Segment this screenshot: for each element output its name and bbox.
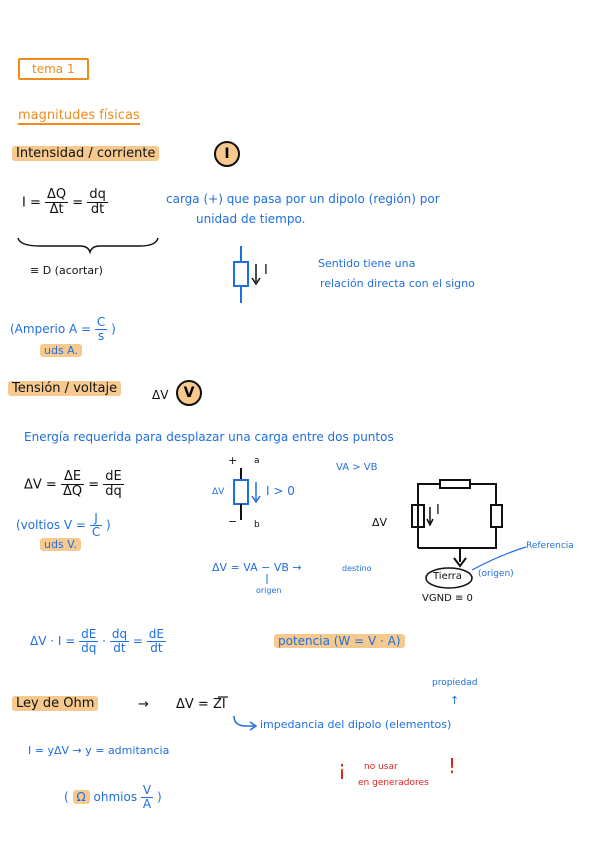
ohm-arrow: → (138, 697, 149, 712)
vgnd-label: VGND ≡ 0 (422, 593, 473, 604)
fraction-dq-dt-p: $\frac{dq}{dt}$ (111, 627, 128, 656)
origen-paren: (origen) (478, 569, 514, 579)
fraction-de-dt-p: $\frac{dE}{dt}$ (148, 627, 164, 656)
fraction-de-dq: $\frac{\Delta E}{\Delta Q}$ (62, 469, 83, 500)
propiedad-arrow: ↑ (450, 694, 460, 707)
tension-symbol: V (176, 380, 202, 406)
tierra-label: Tierra (433, 571, 462, 582)
sentido-line-2: relación directa con el signo (320, 277, 475, 290)
potencia-label: potencia (W = V · A) (274, 634, 405, 648)
tension-symbol-text: ΔV (152, 388, 169, 402)
tension-equation: ΔV = $\frac{\Delta E}{\Delta Q}$ = $\frac{dE}{dq}$ (24, 469, 122, 500)
fraction-de-dq-derivative: $\frac{dE}{dq}$ (105, 469, 122, 500)
fraction-c-over-s: $\frac{C}{s}$ (96, 315, 106, 344)
warning-line-1: no usar (364, 762, 398, 772)
brace-note: ≡ D (acortar) (30, 264, 103, 277)
tension-heading: Tensión / voltaje (8, 381, 121, 396)
ground-circuit (412, 480, 502, 566)
fraction-derivative: $\frac{dq}{dt}$ (89, 187, 106, 218)
resistor-current-circuit (234, 246, 260, 303)
node-b: b (254, 520, 260, 530)
impedancia-label: impedancia del dipolo (elementos) (260, 718, 452, 731)
underbrace (18, 238, 158, 252)
sentido-line-1: Sentido tiene una (318, 257, 416, 270)
intensidad-equation: I = $\frac{\Delta Q}{\Delta t}$ = $\frac{dq}{dt}$ (22, 187, 106, 218)
destino-label: destino (342, 564, 372, 573)
fraction-v-over-a: $\frac{V}{A}$ (142, 783, 152, 812)
fraction-de-dq-p: $\frac{dE}{dq}$ (81, 627, 97, 656)
tension-desc: Energía requerida para desplazar una carga entre dos puntos (24, 430, 394, 444)
fraction-delta: $\frac{\Delta Q}{\Delta t}$ (47, 187, 67, 218)
admitancia-line: I = yΔV → y = admitancia (28, 744, 170, 757)
warning-excl-open: ¡ (338, 756, 347, 780)
va-gt-vb: VA > VB (336, 462, 378, 473)
circuit-voltage-label: ΔV (372, 516, 388, 529)
plus-sign: + (228, 454, 238, 467)
intensidad-desc-1: carga (+) que pasa por un dipolo (región) por (166, 192, 440, 206)
intensidad-desc-2: unidad de tiempo. (196, 212, 306, 226)
referencia-arrow (472, 547, 526, 570)
warning-line-2: en generadores (358, 778, 429, 788)
tema-label: tema 1 (18, 62, 89, 76)
voltage-difference: ΔV = VA − VB → (212, 561, 302, 574)
uds-amperio: uds A. (40, 344, 82, 357)
voltios-unit: (voltios V = $\frac{J}{C}$ ) (16, 511, 111, 540)
circuit-current-label: I (264, 263, 268, 278)
node-a: a (254, 456, 260, 466)
propiedad-label: propiedad (432, 678, 478, 688)
origen-label: origen (256, 586, 282, 595)
circuit-current-i: I (436, 503, 440, 518)
referencia-label: Referencia (526, 541, 574, 551)
uds-voltios: uds V. (40, 538, 81, 551)
ohm-heading: Ley de Ohm (12, 696, 98, 711)
ohm-equation: ΔV = ZI (176, 697, 226, 712)
intensidad-symbol: I (214, 141, 240, 167)
fraction-j-over-c: $\frac{J}{C}$ (91, 511, 101, 540)
potencia-equation: ΔV · I = $\frac{dE}{dq}$ · $\frac{dq}{dt}$ = $\frac{dE}{dt}$ (30, 627, 164, 656)
amperio-unit: (Amperio A = $\frac{C}{s}$ ) (10, 315, 116, 344)
resistor-voltage-circuit (234, 468, 260, 520)
impedancia-arrow (234, 716, 254, 726)
intensidad-heading: Intensidad / corriente (12, 146, 159, 161)
warning-excl-close: ! (448, 754, 457, 778)
current-positive-label: I > 0 (266, 484, 295, 498)
minus-sign: − (228, 515, 238, 528)
ohmios-unit: ( Ω ohmios $\frac{V}{A}$ ) (64, 783, 162, 812)
section-title: magnitudes físicas (18, 108, 140, 123)
voltage-label: ΔV (212, 487, 225, 497)
